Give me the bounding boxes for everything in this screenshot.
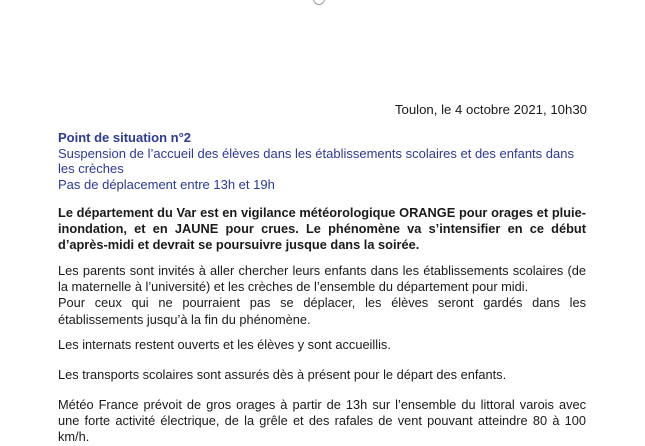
status-title: Point de situation n°2 <box>58 130 192 145</box>
internats-paragraph: Les internats restent ouverts et les élèves y sont accueillis. <box>58 337 391 352</box>
transports-paragraph: Les transports scolaires sont assurés dès à présent pour le départ des enfants. <box>58 367 507 382</box>
vigilance-paragraph <box>58 205 586 254</box>
meteo-paragraph: Météo France prévoit de gros orages à partir de 13h sur l’ensemble du littoral varois avec une forte activité électrique, de la grêle et des rafales de vent pouvant atteindre 80 à 100 km/h. <box>58 397 586 445</box>
vigilance-text-1: Le département du Var est en vigilance météorologique <box>58 205 400 220</box>
vigilance-text-2: pour orages et pluie-inondation, et en <box>58 205 586 237</box>
vigilance-level-jaune: JAUNE <box>174 221 219 237</box>
status-block <box>58 130 586 192</box>
header-logo-fragment <box>313 0 325 5</box>
status-suspension-line: Suspension de l’accueil des élèves dans les établissements scolaires et des enfants dans les crèches <box>58 145 574 176</box>
dateline: Toulon, le 4 octobre 2021, 10h30 <box>394 102 587 117</box>
parents-paragraph <box>58 263 586 328</box>
status-deplacement-line: Pas de déplacement entre 13h et 19h <box>58 176 275 192</box>
parents-line-2: Pour ceux qui ne pourraient pas se déplacer, les élèves seront gardés dans les établissements jusqu’à la fin du phénomène. <box>58 295 586 327</box>
vigilance-level-orange: ORANGE <box>399 205 456 220</box>
vigilance-text-3: pour crues. Le phénomène va s’intensifier en ce début d’après-midi et devrait se poursuivre jusque dans la soirée. <box>58 221 586 253</box>
parents-line-1: Les parents sont invités à aller chercher leurs enfants dans les établissements scolaires (de la maternelle à l’université) et les crèches de l’ensemble du département pour midi. <box>58 263 586 295</box>
